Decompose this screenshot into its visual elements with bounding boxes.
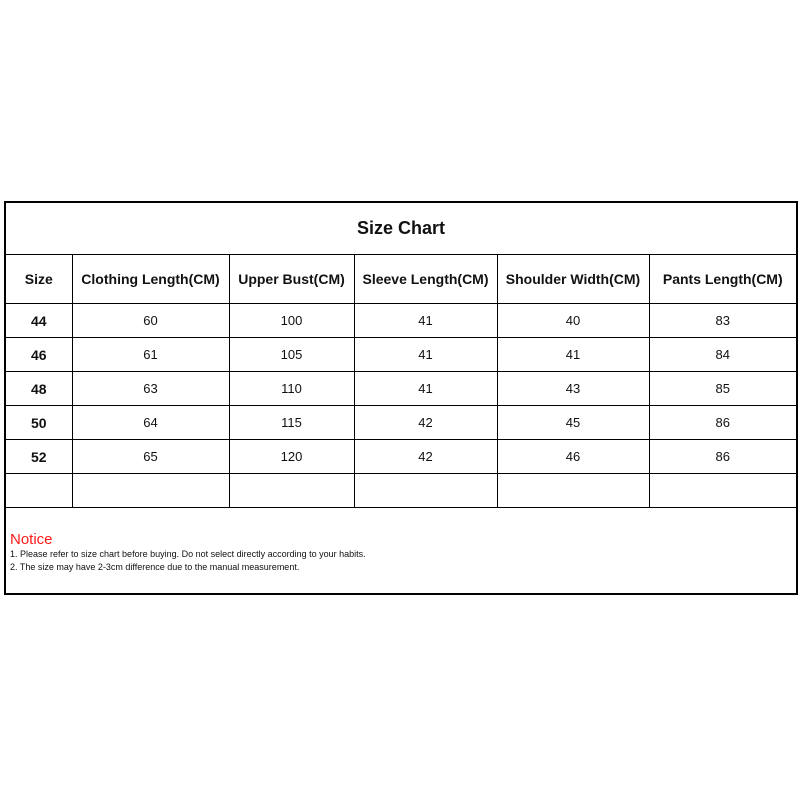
chart-title: Size Chart: [6, 203, 796, 255]
column-header-upper-bust: Upper Bust(CM): [229, 255, 354, 304]
empty-cell: [229, 474, 354, 508]
table-cell: 120: [229, 440, 354, 474]
table-cell: 84: [649, 338, 796, 372]
size-cell: 44: [6, 304, 72, 338]
size-chart: [4, 201, 798, 595]
notice-line: 1. Please refer to size chart before buying. Do not select directly according to your habits.: [10, 549, 366, 559]
table-cell: 41: [497, 338, 649, 372]
column-header-clothing-length: Clothing Length(CM): [72, 255, 229, 304]
table-row: [6, 304, 796, 338]
empty-cell: [72, 474, 229, 508]
table-cell: 64: [72, 406, 229, 440]
table-cell: 110: [229, 372, 354, 406]
table-cell: 40: [497, 304, 649, 338]
column-header-pants-length: Pants Length(CM): [649, 255, 796, 304]
table-row: [6, 338, 796, 372]
notice-title: Notice: [10, 531, 53, 548]
column-header-size: Size: [6, 255, 72, 304]
table-cell: 115: [229, 406, 354, 440]
table-cell: 105: [229, 338, 354, 372]
table-cell: 45: [497, 406, 649, 440]
empty-cell: [354, 474, 497, 508]
table-cell: 41: [354, 338, 497, 372]
table-cell: 42: [354, 406, 497, 440]
size-cell: 46: [6, 338, 72, 372]
table-cell: 41: [354, 304, 497, 338]
column-header-sleeve-length: Sleeve Length(CM): [354, 255, 497, 304]
table-cell: 85: [649, 372, 796, 406]
table-cell: 63: [72, 372, 229, 406]
notice-section: [6, 508, 796, 574]
table-row: [6, 406, 796, 440]
table-cell: 65: [72, 440, 229, 474]
table-cell: 86: [649, 406, 796, 440]
empty-cell: [6, 474, 72, 508]
table-row: [6, 440, 796, 474]
notice-line: 2. The size may have 2-3cm difference due to the manual measurement.: [10, 562, 300, 572]
column-header-shoulder-width: Shoulder Width(CM): [497, 255, 649, 304]
table-cell: 60: [72, 304, 229, 338]
size-cell: 50: [6, 406, 72, 440]
size-cell: 48: [6, 372, 72, 406]
table-cell: 46: [497, 440, 649, 474]
empty-table-row: [6, 474, 796, 508]
table-cell: 41: [354, 372, 497, 406]
empty-cell: [497, 474, 649, 508]
table-cell: 83: [649, 304, 796, 338]
table-cell: 42: [354, 440, 497, 474]
header-row: [6, 255, 796, 304]
table-cell: 86: [649, 440, 796, 474]
size-table: [6, 255, 796, 508]
table-cell: 100: [229, 304, 354, 338]
table-cell: 43: [497, 372, 649, 406]
empty-cell: [649, 474, 796, 508]
table-row: [6, 372, 796, 406]
size-cell: 52: [6, 440, 72, 474]
table-cell: 61: [72, 338, 229, 372]
